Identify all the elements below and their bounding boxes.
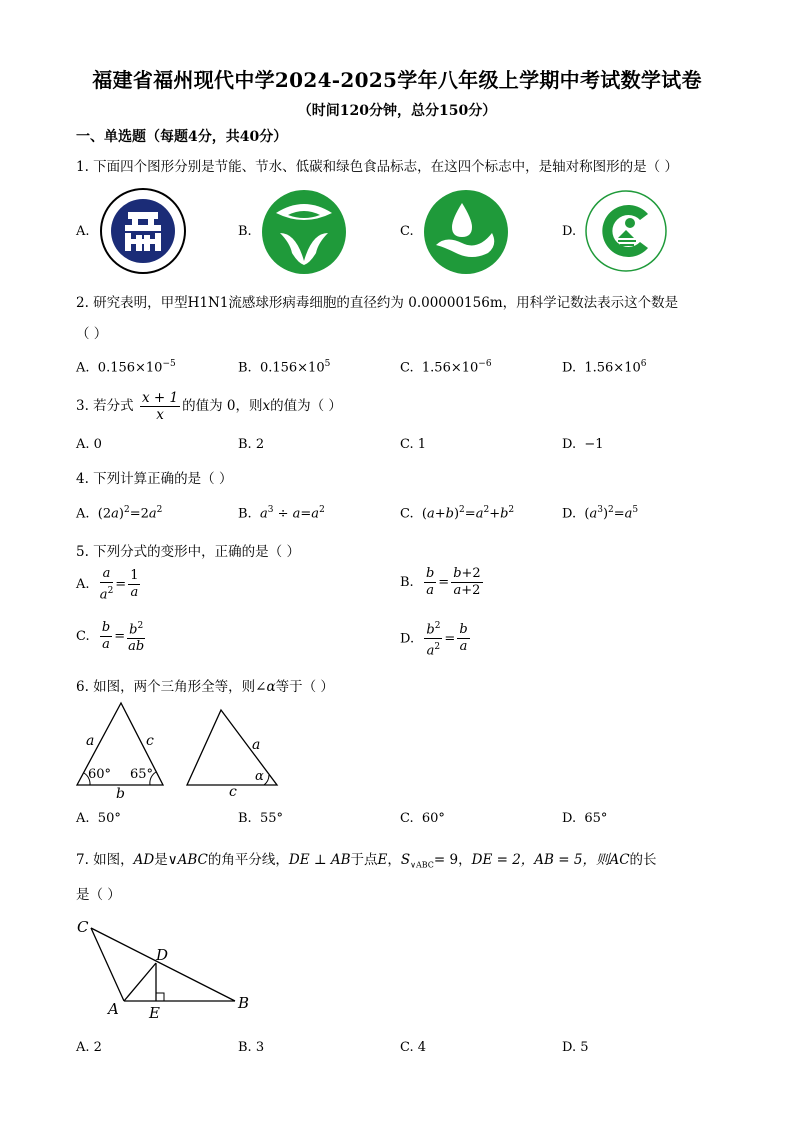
q7-option-c: C. 4 — [400, 1040, 427, 1055]
section-heading: 一、单选题（每题4分，共40分） — [76, 129, 288, 145]
water-saving-logo-icon — [260, 189, 348, 275]
q2-stem: 2. 研究表明，甲型H1N1流感球形病毒细胞的直径约为 0.00000156m，用科学记数法表示这个数是 — [76, 295, 679, 311]
energy-saving-logo-icon — [98, 187, 188, 275]
q3-option-c: C. 1 — [400, 437, 427, 452]
q6-stem: 6. 如图，两个三角形全等，则∠α等于（ ） — [76, 679, 334, 695]
q1-option-a-label: A. — [76, 224, 90, 239]
q6-label-c-left: c — [146, 733, 154, 749]
q5-option-b: B. $\frac{b}{a}$ = $\frac{b+2}{a+2}$ — [400, 566, 481, 598]
q7-option-a: A. 2 — [76, 1040, 102, 1055]
green-food-logo-icon — [584, 190, 668, 272]
q7-option-d: D. 5 — [562, 1040, 589, 1055]
q7-label-A: A — [108, 1000, 119, 1018]
q6-triangles-figure — [74, 698, 284, 802]
q6-option-c: C. 60° — [400, 811, 445, 826]
q5-stem: 5. 下列分式的变形中，正确的是（ ） — [76, 544, 300, 560]
q4-stem: 4. 下列计算正确的是（ ） — [76, 471, 233, 487]
q3-option-a: A. 0 — [76, 437, 102, 452]
q7-label-E: E — [149, 1004, 160, 1022]
q2-option-a: A. $0.156\times 10^{-5}$ — [76, 359, 176, 376]
q4-option-d: D. $(a^3)^2=a^5$ — [562, 505, 639, 522]
q3-stem: 3. 若分式 $\frac{x + 1}{x}$ 的值为 0，则x的值为（ ） — [76, 390, 342, 423]
q2-stem-cont: （ ） — [76, 326, 108, 342]
q6-label-a-left: a — [86, 733, 95, 749]
q5-option-a: A. $\frac{a}{a^2}$ = $\frac{1}{a}$ — [76, 566, 139, 603]
q1-option-c-label: C. — [400, 224, 414, 239]
q5-option-d: D. $\frac{b^2}{a^2}$ = $\frac{b}{a}$ — [400, 618, 472, 660]
q6-label-alpha: α — [255, 769, 264, 784]
q4-option-a: A. $(2a)^2=2a^2$ — [76, 505, 163, 522]
q7-option-b: B. 3 — [238, 1040, 265, 1055]
q6-label-c-right: c — [229, 784, 237, 800]
q6-angle-65: 65° — [130, 767, 154, 782]
q7-triangle-figure — [74, 915, 258, 1025]
q6-label-a-right: a — [252, 737, 261, 753]
q7-stem-line1: 7. 如图，AD是∨ABC的角平分线，DE ⊥ AB于点E，$S_{\vee ABC}= 9$，DE = 2，AB = 5，则AC的长 — [76, 852, 657, 870]
q7-label-B: B — [238, 994, 250, 1012]
q7-label-D: D — [156, 946, 169, 964]
q3-option-b: B. 2 — [238, 437, 265, 452]
q6-option-b: B. 55° — [238, 811, 283, 826]
q7-label-C: C — [77, 918, 89, 936]
q1-option-b-label: B. — [238, 224, 252, 239]
q6-angle-60: 60° — [88, 767, 112, 782]
q3-option-d: D. −1 — [562, 437, 604, 452]
q4-option-b: B. $a^3 \div a=a^2$ — [238, 505, 325, 522]
q3-fraction: $\frac{x + 1}{x}$ — [141, 390, 179, 423]
exam-subtitle: （时间120分钟，总分150分） — [297, 103, 497, 119]
q2-option-b: B. $0.156\times 10^5$ — [238, 359, 331, 376]
q2-option-d: D. $1.56\times 10^6$ — [562, 359, 647, 376]
q7-stem-line2: 是（ ） — [76, 887, 121, 903]
low-carbon-logo-icon — [422, 189, 510, 275]
q1-option-d-label: D. — [562, 224, 577, 239]
q2-option-c: C. $1.56\times 10^{-6}$ — [400, 359, 492, 376]
q4-option-c: C. $(a+b)^2=a^2+b^2$ — [400, 505, 515, 522]
q6-option-a: A. 50° — [76, 811, 121, 826]
q5-option-c: C. $\frac{b}{a}$ = $\frac{b^2}{ab}$ — [76, 618, 147, 655]
q6-label-b: b — [116, 786, 125, 802]
exam-title: 福建省福州现代中学2024-2025学年八年级上学期中考试数学试卷 — [92, 68, 702, 92]
q6-option-d: D. 65° — [562, 811, 608, 826]
q1-stem: 1. 下面四个图形分别是节能、节水、低碳和绿色食品标志，在这四个标志中，是轴对称图形的是（ ） — [76, 159, 678, 175]
